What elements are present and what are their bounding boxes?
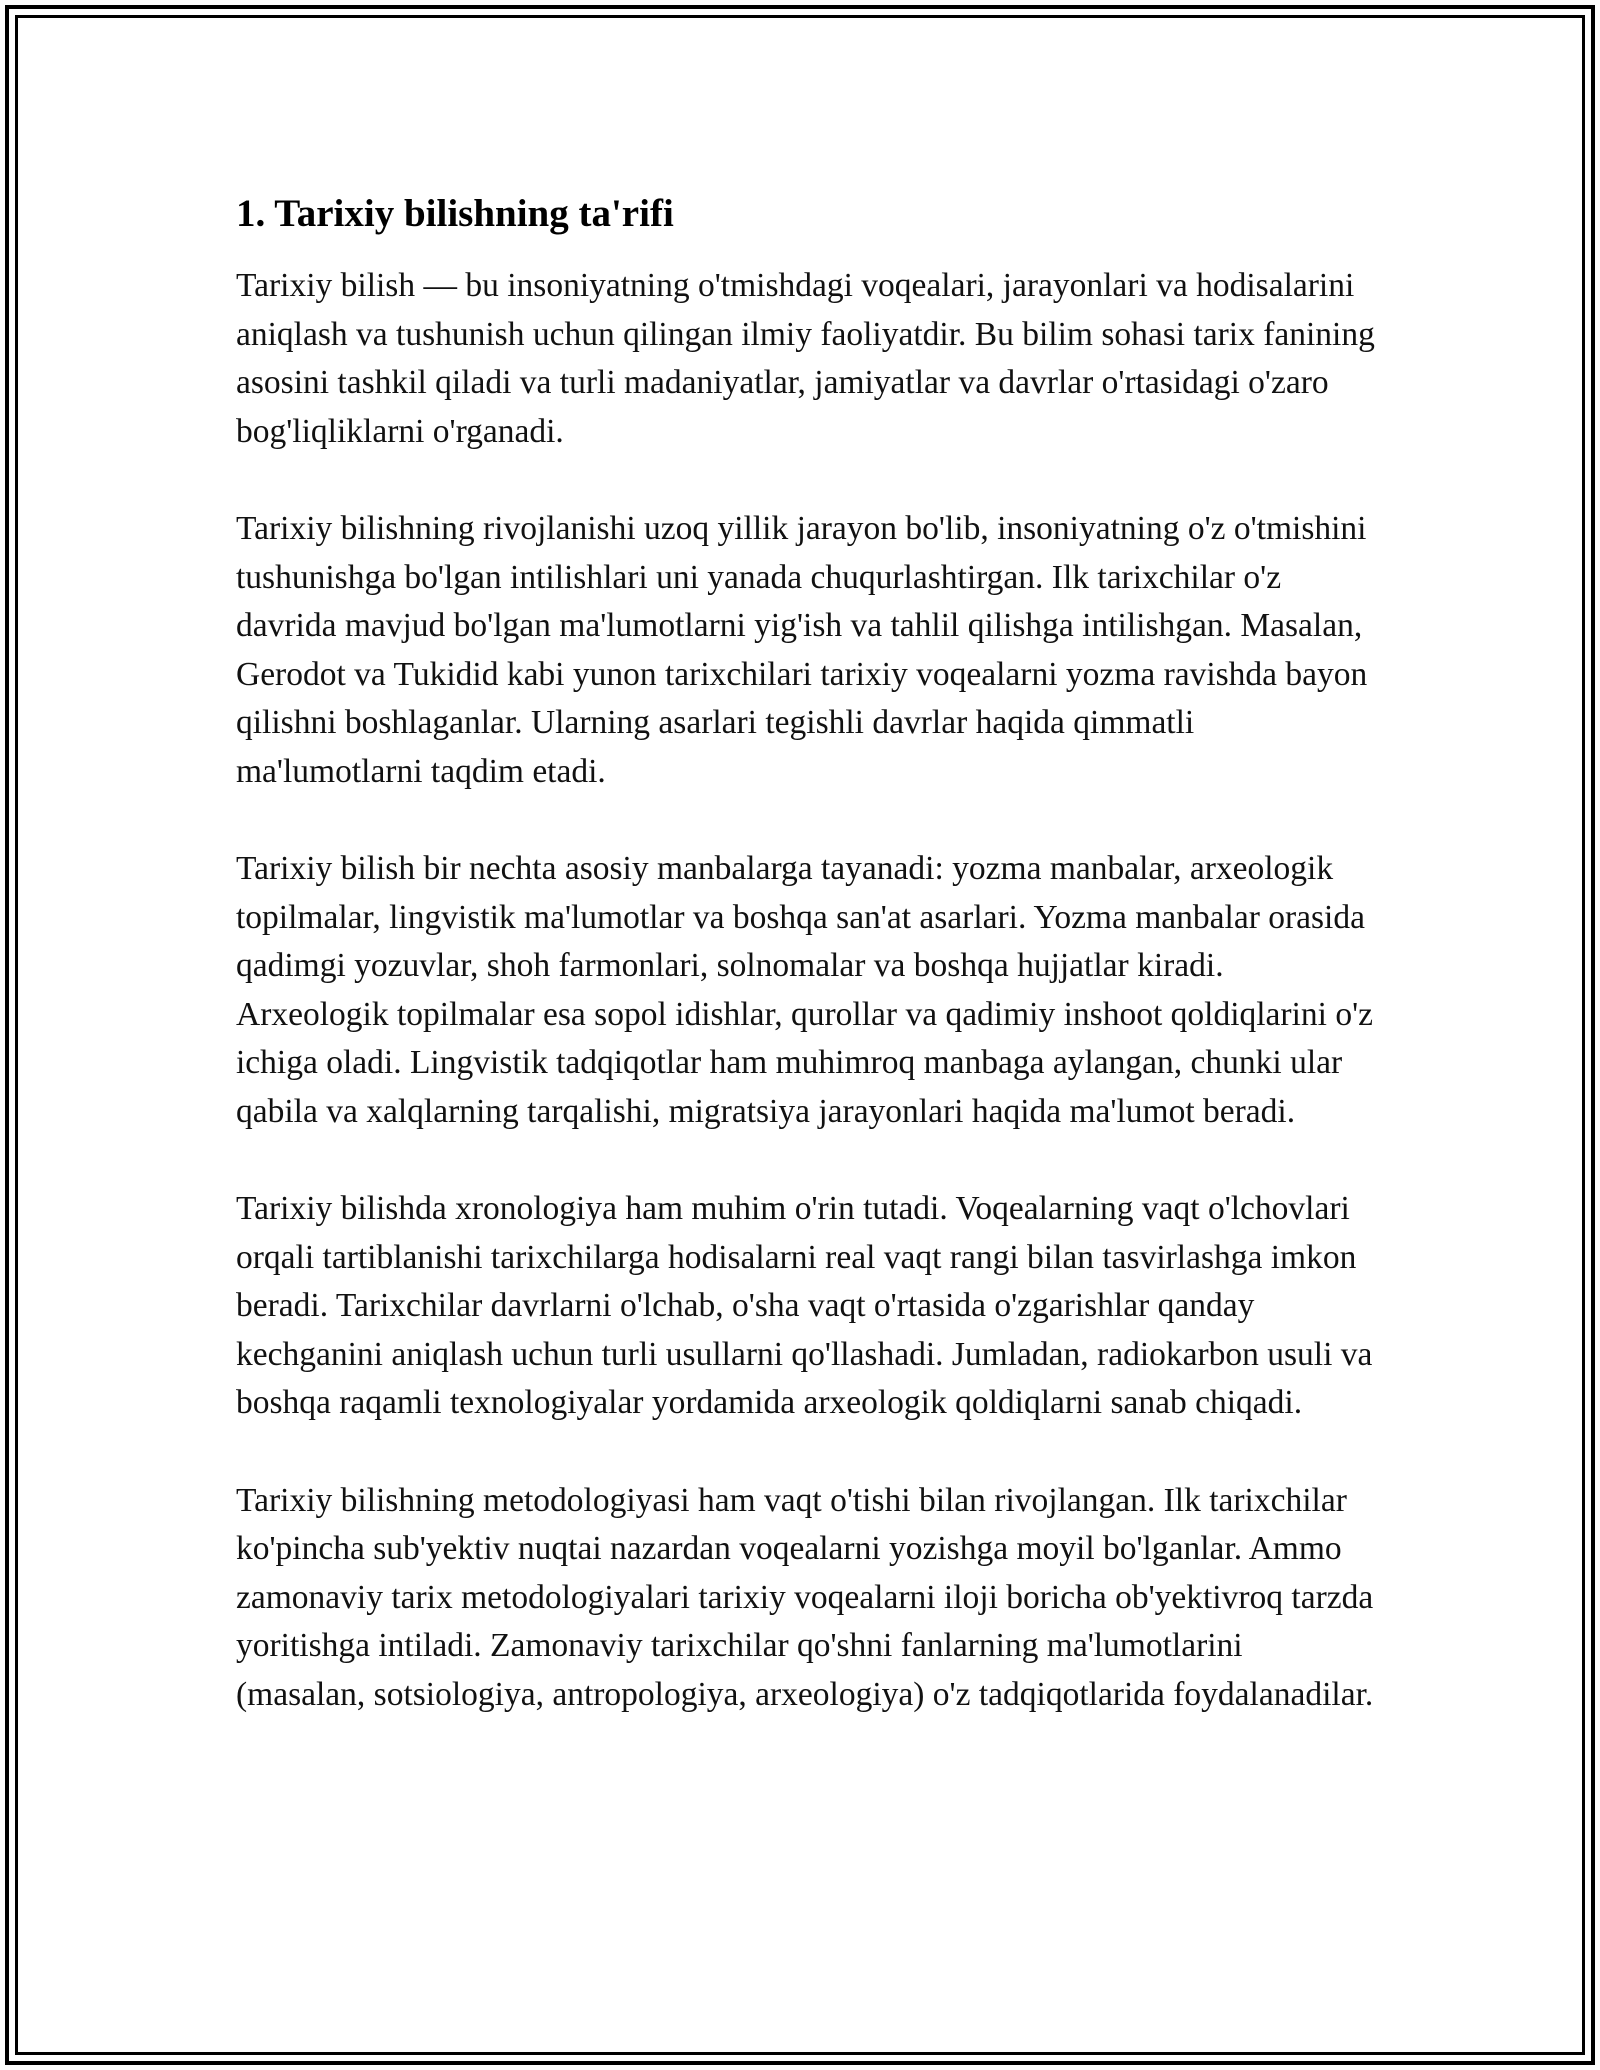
document-body bbox=[236, 186, 1376, 1768]
paragraph-development: Tarixiy bilishning rivojlanishi uzoq yillik jarayon bo'lib, insoniyatning o'z o'tmishini tushunishga bo'lgan intilishlari uni yanada chuqurlashtirgan. Ilk tarixchilar o'z davrida mavjud bo'lgan ma'lumotlarni yig'ish va tahlil qilishga intilishgan. Masalan, Gerodot va Tukidid kabi yunon tarixchilari tarixiy voqealarni yozma ravishda bayon qilishni boshlaganlar. Ularning asarlari tegishli davrlar haqida qimmatli ma'lumotlarni taqdim etadi. bbox=[236, 510, 1368, 790]
paragraph-methodology: Tarixiy bilishning metodologiyasi ham vaqt o'tishi bilan rivojlangan. Ilk tarixchilar ko'pincha sub'yektiv nuqtai nazardan voqealarni yozishga moyil bo'lganlar. Ammo zamonaviy tarix metodologiyalari tarixiy voqealarni iloji boricha ob'yektivroq tarzda yoritishga intiladi. Zamonaviy tarixchilar qo'shni fanlarning ma'lumotlarini (masalan, sotsiologiya, antropologiya, arxeologiya) o'z tadqiqotlarida foydalanadilar. bbox=[236, 1481, 1374, 1713]
paragraph-definition: Tarixiy bilish — bu insoniyatning o'tmishdagi voqealari, jarayonlari va hodisalarini aniqlash va tushunish uchun qilingan ilmiy faoliyatdir. Bu bilim sohasi tarix fanining asosini tashkil qiladi va turli madaniyatlar, jamiyatlar va davrlar o'rtasidagi o'zaro bog'liqliklarni o'rganadi. bbox=[236, 267, 1375, 450]
section-heading: 1. Tarixiy bilishning ta'rifi bbox=[236, 192, 674, 235]
paragraph-sources: Tarixiy bilish bir nechta asosiy manbalarga tayanadi: yozma manbalar, arxeologik topilmalar, lingvistik ma'lumotlar va boshqa san'at asarlari. Yozma manbalar orasida qadimgi yozuvlar, shoh farmonlari, solnomalar va boshqa hujjatlar kiradi. Arxeologik topilmalar esa sopol idishlar, qurollar va qadimiy inshoot qoldiqlarini o'z ichiga oladi. Lingvistik tadqiqotlar ham muhimroq manbaga aylangan, chunki ular qabila va xalqlarning tarqalishi, migratsiya jarayonlari haqida ma'lumot beradi. bbox=[236, 850, 1373, 1130]
paragraph-chronology: Tarixiy bilishda xronologiya ham muhim o'rin tutadi. Voqealarning vaqt o'lchovlari orqali tartiblanishi tarixchilarga hodisalarni real vaqt rangi bilan tasvirlashga imkon beradi. Tarixchilar davrlarni o'lchab, o'sha vaqt o'rtasida o'zgarishlar qanday kechganini aniqlash uchun turli usullarni qo'llashadi. Jumladan, radiokarbon usuli va boshqa raqamli texnologiyalar yordamida arxeologik qoldiqlarni sanab chiqadi. bbox=[236, 1190, 1373, 1421]
